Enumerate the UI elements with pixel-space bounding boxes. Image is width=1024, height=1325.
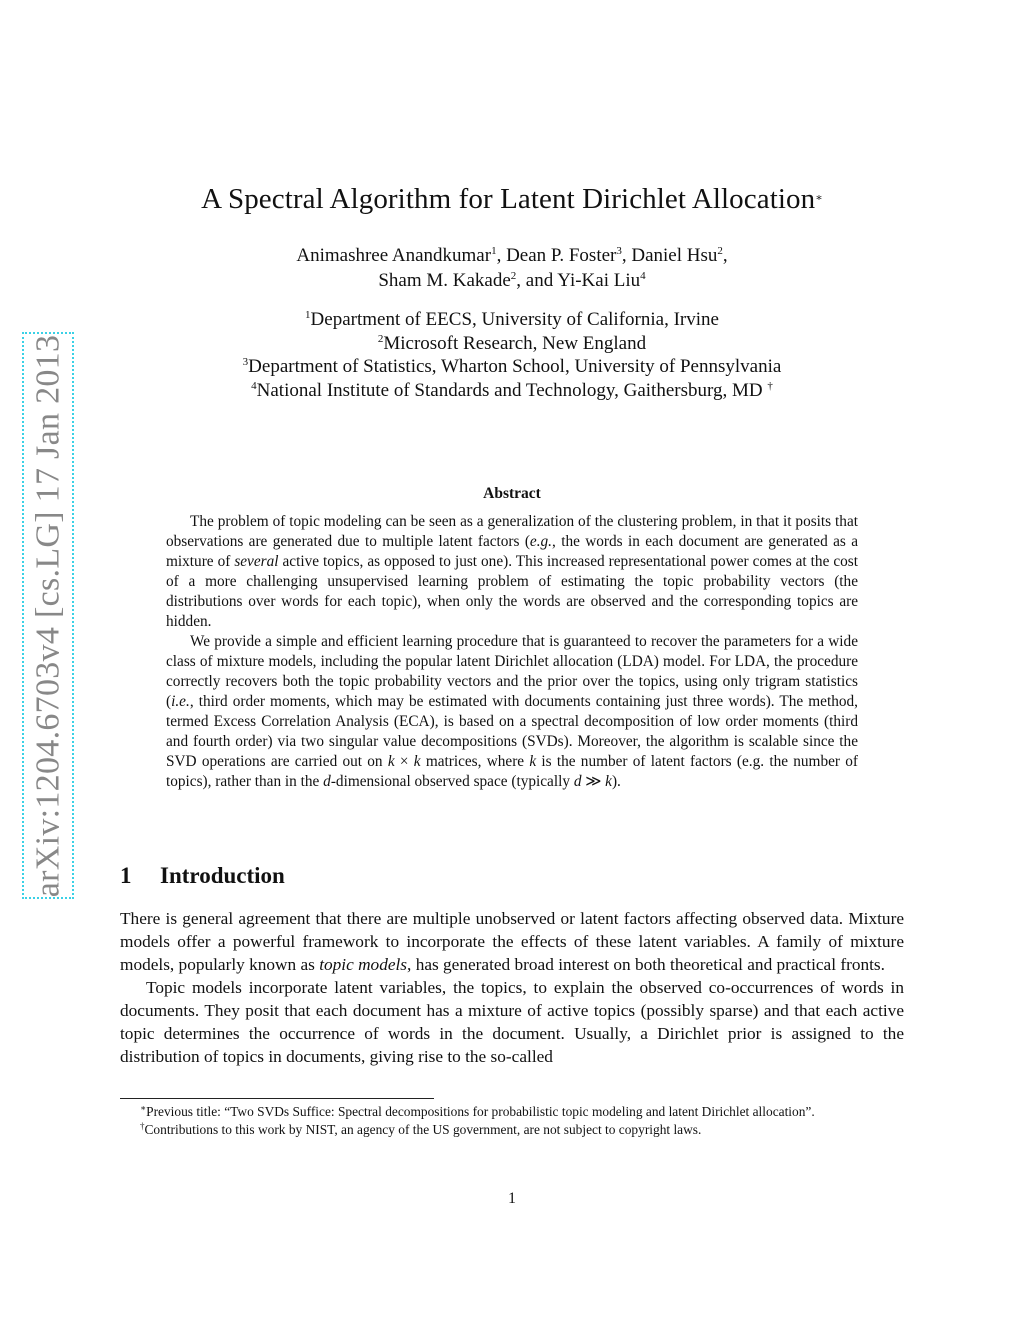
abstract-text: The problem of topic modeling can be seen as a generalization of the clustering problem, in that it posits that observations are generated due to multiple latent factors ( bbox=[166, 513, 858, 550]
math-operator: ≫ bbox=[581, 773, 606, 790]
body-paragraph bbox=[120, 907, 904, 976]
footnote-mark: † bbox=[140, 1120, 145, 1131]
footnote-text: Contributions to this work by NIST, an agency of the US government, are not subject to copyright laws. bbox=[144, 1121, 702, 1137]
affiliation-mark: 1 bbox=[305, 309, 311, 321]
abstract-emphasis: e.g. bbox=[529, 533, 553, 550]
page-number: 1 bbox=[508, 1190, 516, 1207]
author-name: Daniel Hsu bbox=[631, 245, 718, 266]
abstract-emphasis: i.e. bbox=[171, 693, 190, 710]
title-footnote-mark: ∗ bbox=[815, 192, 823, 204]
footnotes bbox=[120, 1103, 904, 1138]
author-list bbox=[0, 243, 1024, 293]
author-affiliation-mark: 2 bbox=[717, 245, 723, 257]
abstract-body bbox=[166, 512, 858, 792]
author-separator: , bbox=[621, 245, 632, 266]
author-name: Dean P. Foster bbox=[506, 245, 617, 266]
affiliation-line bbox=[0, 332, 1024, 356]
footnote-mark: ∗ bbox=[140, 1103, 147, 1113]
author-separator: , bbox=[496, 245, 507, 266]
body-paragraph: Topic models incorporate latent variables, the topics, to explain the observed co-occurrences of words in documents. They posit that each document has a mixture of active topics (possibly sparse) and that each active topic determines the occurrence of words in the document. Usually, a Dirichlet prior is assigned to the distribution of topics in documents, giving rise to the so-called bbox=[120, 978, 904, 1066]
abstract-text: ). bbox=[611, 773, 621, 790]
abstract-text: , the words in each document are generated as a mixture of bbox=[166, 533, 858, 570]
abstract-heading: Abstract bbox=[483, 485, 541, 502]
affiliation-mark: 2 bbox=[377, 332, 384, 345]
footnote bbox=[120, 1121, 904, 1139]
section-heading bbox=[120, 863, 285, 889]
body-text: , has generated broad interest on both theoretical and practical fronts. bbox=[407, 955, 885, 974]
author-affiliation-mark: 3 bbox=[616, 245, 622, 257]
body-emphasis: topic models bbox=[319, 955, 408, 974]
affiliation-text: Microsoft Research, New England bbox=[383, 332, 647, 354]
author-affiliation-mark: 4 bbox=[640, 270, 646, 282]
author-separator: , bbox=[722, 245, 728, 266]
affiliation-text: Department of Statistics, Wharton School, University of Pennsylvania bbox=[248, 356, 782, 377]
author-affiliation-mark: 1 bbox=[491, 245, 497, 257]
affiliation-mark: 4 bbox=[251, 379, 257, 392]
section-title: Introduction bbox=[160, 863, 285, 888]
footnote bbox=[120, 1103, 904, 1121]
math-variable: d bbox=[573, 773, 582, 790]
math-variable: k bbox=[605, 773, 612, 790]
introduction-body bbox=[120, 907, 904, 1068]
math-operator: × bbox=[394, 753, 414, 770]
affiliation-line bbox=[0, 379, 1024, 403]
author-name: Yi-Kai Liu bbox=[557, 270, 641, 291]
paper-title bbox=[0, 183, 1024, 216]
affiliation-line bbox=[0, 308, 1024, 332]
affiliation-dagger-mark: † bbox=[767, 379, 773, 392]
abstract-text: We provide a simple and efficient learning procedure that is guaranteed to recover the parameters for a wide class of mixture models, including the popular latent Dirichlet allocation (LDA) model. For LDA, the procedure correctly recovers both the topic probability vectors and the prior over the topics, using only trigram statistics ( bbox=[166, 633, 858, 710]
abstract-text: matrices, where bbox=[420, 753, 530, 770]
abstract-paragraph bbox=[166, 512, 858, 632]
affiliation-text: Department of EECS, University of California, Irvine bbox=[310, 309, 719, 330]
arxiv-identifier-stamp bbox=[22, 332, 74, 899]
abstract-text: active topics, as opposed to just one). This increased representational power comes at the cost of a more challenging unsupervised learning problem of estimating the topic probability vectors (the distributions over words for each topic), when only the words are observed and the corresponding topics are hidden. bbox=[166, 553, 858, 630]
math-variable: k bbox=[413, 753, 421, 770]
author-name: Sham M. Kakade bbox=[378, 270, 511, 291]
affiliation-line bbox=[0, 355, 1024, 379]
abstract-paragraph bbox=[166, 632, 858, 792]
abstract-emphasis: several bbox=[234, 553, 279, 570]
affiliation-text: National Institute of Standards and Technology, Gaithersburg, MD bbox=[256, 379, 763, 401]
author-name: Animashree Anandkumar bbox=[296, 245, 492, 266]
section-number: 1 bbox=[120, 863, 132, 888]
affiliation-list bbox=[0, 308, 1024, 402]
author-affiliation-mark: 2 bbox=[510, 270, 517, 282]
author-separator: , and bbox=[516, 270, 558, 291]
abstract-text: is the number of latent factors (e.g. the number of topics), rather than in the bbox=[166, 753, 858, 790]
footnote-text: Previous title: “Two SVDs Suffice: Spectral decompositions for probabilistic topic modeling and latent Dirichlet allocation”. bbox=[146, 1104, 815, 1119]
paper-title-text: A Spectral Algorithm for Latent Dirichlet Allocation bbox=[201, 183, 816, 215]
math-variable: k bbox=[387, 753, 395, 770]
abstract-text: , third order moments, which may be estimated with documents containing just three words). The method, termed Excess Correlation Analysis (ECA), is based on a spectral decomposition of low order moments (third and fourth order) via two singular value decompositions (SVDs). Moreover, the algorithm is scalable since the SVD operations are carried out on bbox=[166, 693, 858, 770]
arxiv-identifier-text: arXiv:1204.6703v4 [cs.LG] 17 Jan 2013 bbox=[29, 334, 67, 897]
footnote-rule bbox=[120, 1098, 434, 1099]
affiliation-mark: 3 bbox=[242, 356, 249, 368]
abstract-text: -dimensional observed space (typically bbox=[330, 773, 574, 790]
math-variable: d bbox=[323, 773, 331, 790]
body-text: There is general agreement that there are multiple unobserved or latent factors affecting observed data. Mixture models offer a powerful framework to incorporate the effects of these latent variables. A family of mixture models, popularly known as bbox=[120, 909, 904, 974]
math-variable: k bbox=[529, 753, 537, 770]
